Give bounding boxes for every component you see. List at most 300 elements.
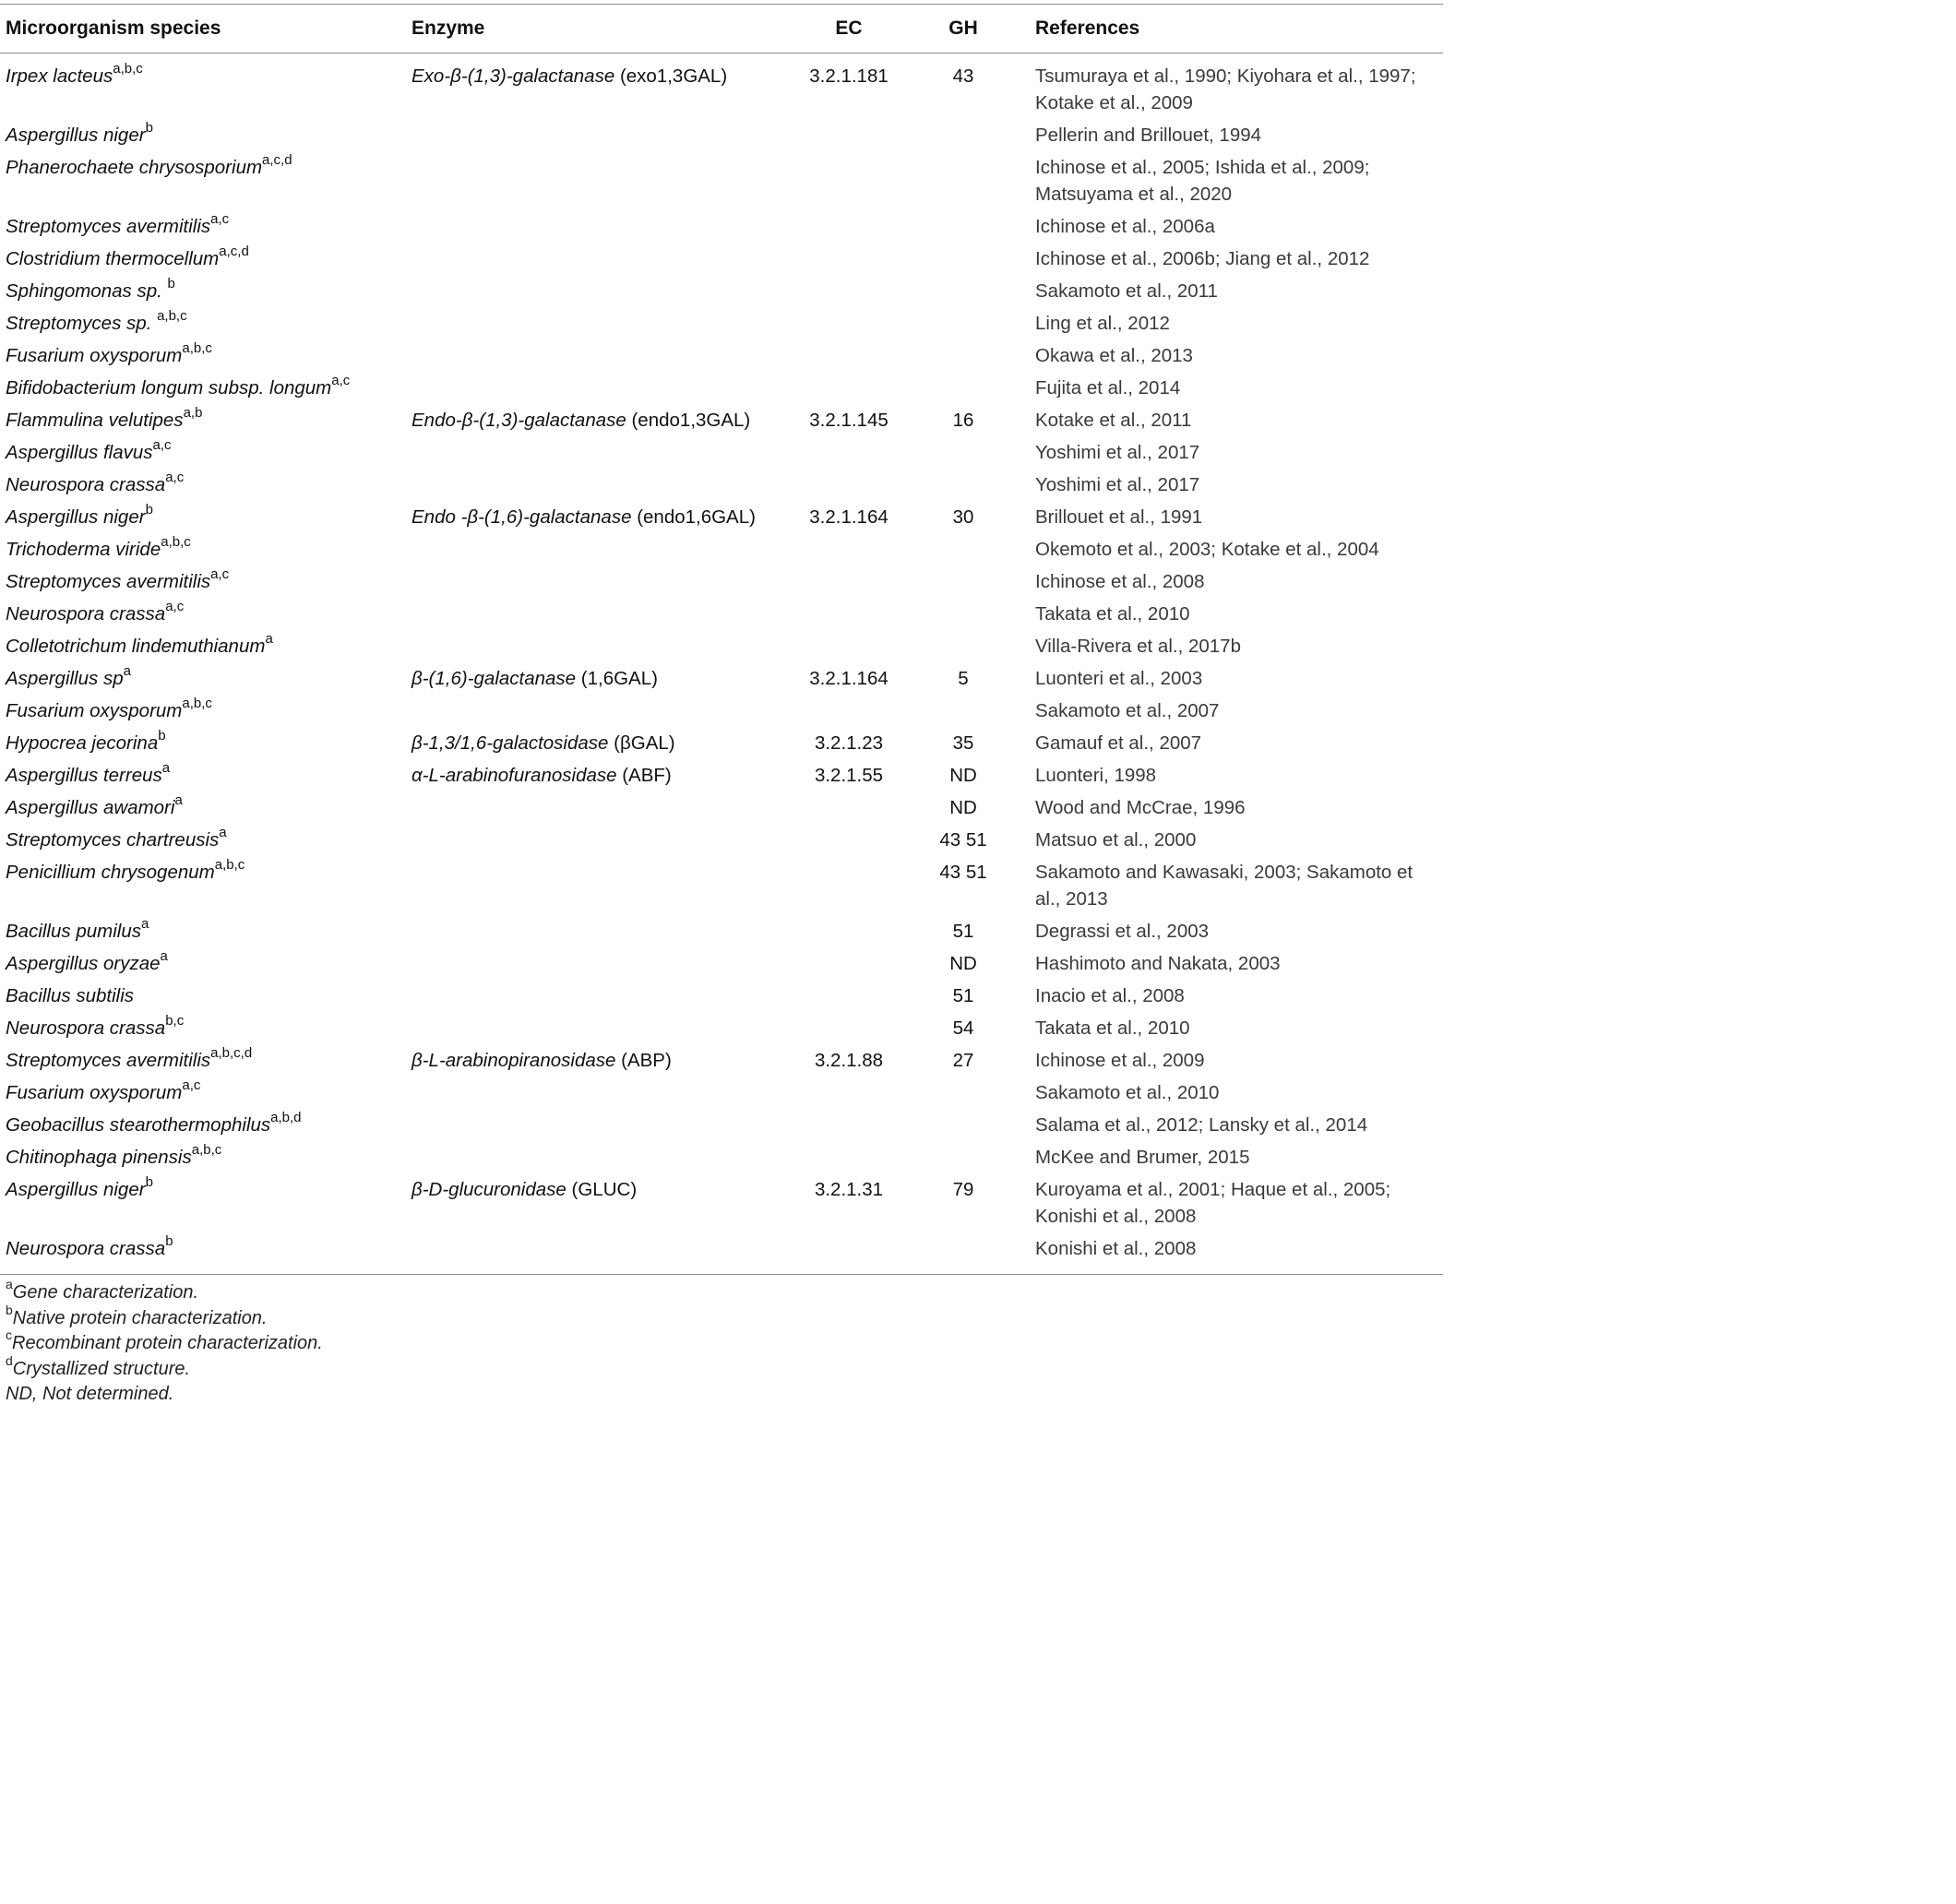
cell-gh	[906, 1138, 1020, 1171]
cell-ec	[792, 692, 906, 724]
footnotes	[6, 1277, 323, 1408]
cell-references: Okemoto et al., 2003; Kotake et al., 2004	[1035, 539, 1379, 560]
cell-species	[0, 1074, 406, 1106]
table-row	[0, 337, 1443, 369]
footnote-b-text: Native protein characterization.	[12, 1307, 268, 1328]
cell-species	[0, 1009, 406, 1041]
cell-enzyme	[406, 116, 792, 149]
header-enzyme: Enzyme	[411, 18, 485, 39]
cell-species	[0, 401, 406, 434]
species-name: Aspergillus terreus	[6, 765, 162, 786]
cell-references: Hashimoto and Nakata, 2003	[1035, 953, 1281, 974]
enzyme-name: β-D-glucuronidase	[411, 1179, 567, 1200]
cell-references: Salama et al., 2012; Lansky et al., 2014	[1035, 1114, 1368, 1136]
cell-enzyme	[406, 434, 792, 466]
enzyme-table	[0, 4, 1443, 1262]
species-name: Aspergillus oryzae	[6, 953, 161, 974]
enzyme-abbreviation: (endo1,6GAL)	[637, 506, 756, 528]
cell-enzyme	[406, 149, 792, 208]
cell-gh: 27	[952, 1050, 974, 1071]
cell-ec	[792, 116, 906, 149]
enzyme-abbreviation: (GLUC)	[571, 1179, 638, 1200]
table-row	[0, 530, 1443, 563]
species-footnote-marks: a,c	[331, 373, 351, 389]
species-footnote-marks: a,c	[165, 599, 185, 615]
cell-ec	[792, 466, 906, 498]
table-row	[0, 1106, 1443, 1138]
cell-ec	[792, 945, 906, 977]
table-row	[0, 1074, 1443, 1106]
table-row	[0, 498, 1443, 530]
species-name: Aspergillus niger	[6, 506, 146, 528]
species-footnote-marks: b	[145, 502, 153, 518]
enzyme-abbreviation: (βGAL)	[614, 732, 675, 754]
table-row	[0, 627, 1443, 660]
cell-species	[0, 1171, 406, 1230]
cell-references: Kuroyama et al., 2001; Haque et al., 2005; Konishi et al., 2008	[1035, 1179, 1391, 1227]
footnote-c-text: Recombinant protein characterization.	[12, 1333, 323, 1353]
species-footnote-marks: a,b,c	[157, 308, 187, 325]
species-footnote-marks: b	[165, 1233, 173, 1250]
cell-references: Kotake et al., 2011	[1035, 410, 1192, 431]
table-row	[0, 240, 1443, 272]
header-references: References	[1035, 18, 1140, 39]
species-footnote-marks: a,b,c	[113, 61, 143, 77]
cell-enzyme	[406, 821, 792, 853]
table-row	[0, 977, 1443, 1009]
cell-enzyme	[406, 1230, 792, 1262]
cell-enzyme	[406, 977, 792, 1009]
cell-references: Takata et al., 2010	[1035, 603, 1190, 625]
species-name: Streptomyces sp.	[6, 313, 158, 334]
footnote-a-text: Gene characterization.	[12, 1282, 199, 1303]
cell-gh: ND	[949, 797, 977, 818]
footnote-d-mark: d	[6, 1352, 13, 1368]
species-footnote-marks: a,c	[182, 1077, 201, 1094]
species-name: Irpex lacteus	[6, 65, 113, 87]
header-ec: EC	[835, 18, 863, 39]
cell-enzyme	[406, 945, 792, 977]
cell-gh: ND	[949, 765, 977, 786]
cell-gh	[906, 595, 1020, 627]
table-row	[0, 660, 1443, 692]
cell-enzyme	[406, 304, 792, 337]
cell-species	[0, 912, 406, 945]
cell-species	[0, 149, 406, 208]
cell-species	[0, 1041, 406, 1074]
species-name: Fusarium oxysporum	[6, 700, 183, 721]
species-name: Bacillus subtilis	[6, 985, 134, 1006]
cell-gh: 16	[952, 410, 974, 431]
cell-references: McKee and Brumer, 2015	[1035, 1147, 1250, 1168]
cell-references: Ling et al., 2012	[1035, 313, 1170, 334]
cell-references: Konishi et al., 2008	[1035, 1238, 1197, 1259]
species-footnote-marks: a	[219, 825, 227, 841]
cell-ec	[792, 853, 906, 912]
cell-enzyme	[406, 912, 792, 945]
cell-ec	[792, 1230, 906, 1262]
cell-species	[0, 304, 406, 337]
cell-ec	[792, 1106, 906, 1138]
enzyme-name: β-1,3/1,6-galactosidase	[411, 732, 609, 754]
cell-gh	[906, 530, 1020, 563]
species-name: Aspergillus niger	[6, 125, 146, 146]
table-row	[0, 1009, 1443, 1041]
cell-enzyme	[406, 1106, 792, 1138]
species-name: Neurospora crassa	[6, 474, 166, 495]
cell-ec	[792, 563, 906, 595]
table-bottom-rule	[0, 1274, 1443, 1275]
cell-species	[0, 54, 406, 117]
cell-species	[0, 434, 406, 466]
species-footnote-marks: a,b,c	[182, 340, 212, 357]
enzyme-name: Endo-β-(1,3)-galactanase	[411, 410, 626, 431]
species-footnote-marks: b	[167, 276, 175, 292]
table-row	[0, 1171, 1443, 1230]
species-footnote-marks: a,b	[183, 405, 203, 422]
cell-species	[0, 530, 406, 563]
cell-species	[0, 240, 406, 272]
enzyme-abbreviation: (ABP)	[621, 1050, 672, 1071]
species-footnote-marks: a	[160, 948, 168, 965]
table-row	[0, 692, 1443, 724]
cell-ec	[792, 272, 906, 304]
species-name: Neurospora crassa	[6, 1017, 166, 1039]
species-name: Streptomyces chartreusis	[6, 829, 220, 851]
species-name: Aspergillus awamori	[6, 797, 175, 818]
species-name: Clostridium thermocellum	[6, 248, 220, 269]
cell-references: Sakamoto and Kawasaki, 2003; Sakamoto et al., 2013	[1035, 862, 1413, 910]
cell-enzyme	[406, 756, 792, 789]
species-name: Aspergillus flavus	[6, 442, 153, 463]
table-row	[0, 466, 1443, 498]
table-row	[0, 1138, 1443, 1171]
species-name: Bacillus pumilus	[6, 921, 141, 942]
cell-references: Ichinose et al., 2006a	[1035, 216, 1215, 237]
cell-ec: 3.2.1.164	[809, 668, 889, 689]
cell-references: Villa-Rivera et al., 2017b	[1035, 636, 1241, 657]
cell-references: Sakamoto et al., 2011	[1035, 280, 1218, 302]
table-row	[0, 434, 1443, 466]
cell-species	[0, 853, 406, 912]
enzyme-name: Exo-β-(1,3)-galactanase	[411, 65, 615, 87]
species-name: Trichoderma viride	[6, 539, 161, 560]
footnote-nd: ND, Not determined.	[6, 1384, 174, 1404]
cell-enzyme	[406, 401, 792, 434]
enzyme-name: Endo -β-(1,6)-galactanase	[411, 506, 632, 528]
cell-gh: 5	[958, 668, 969, 689]
species-footnote-marks: a,c	[165, 470, 185, 486]
cell-enzyme	[406, 692, 792, 724]
cell-species	[0, 1106, 406, 1138]
cell-gh	[906, 304, 1020, 337]
species-name: Flammulina velutipes	[6, 410, 184, 431]
cell-species	[0, 627, 406, 660]
species-footnote-marks: b	[158, 728, 166, 744]
cell-enzyme	[406, 627, 792, 660]
species-name: Geobacillus stearothermophilus	[6, 1114, 271, 1136]
species-footnote-marks: a,b,c	[182, 696, 212, 712]
species-name: Neurospora crassa	[6, 1238, 166, 1259]
species-footnote-marks: a,c,d	[262, 152, 292, 169]
cell-ec	[792, 1138, 906, 1171]
cell-species	[0, 369, 406, 401]
footnote-b	[6, 1302, 323, 1332]
cell-ec	[792, 240, 906, 272]
table-row	[0, 912, 1443, 945]
species-name: Neurospora crassa	[6, 603, 166, 625]
cell-species	[0, 945, 406, 977]
species-footnote-marks: a	[174, 792, 183, 809]
species-name: Colletotrichum lindemuthianum	[6, 636, 266, 657]
footnote-c	[6, 1327, 323, 1357]
table-row	[0, 208, 1443, 240]
species-footnote-marks: a	[140, 916, 149, 933]
enzyme-table-container	[0, 4, 1447, 1262]
cell-enzyme	[406, 54, 792, 117]
cell-enzyme	[406, 337, 792, 369]
cell-references: Fujita et al., 2014	[1035, 377, 1181, 399]
cell-references: Sakamoto et al., 2010	[1035, 1082, 1220, 1103]
cell-ec: 3.2.1.181	[809, 65, 889, 87]
cell-gh: 79	[952, 1179, 974, 1200]
cell-enzyme	[406, 208, 792, 240]
cell-enzyme	[406, 272, 792, 304]
enzyme-name: β-L-arabinopiranosidase	[411, 1050, 616, 1071]
table-row	[0, 789, 1443, 821]
cell-species	[0, 208, 406, 240]
cell-ec	[792, 434, 906, 466]
cell-ec	[792, 821, 906, 853]
cell-enzyme	[406, 530, 792, 563]
cell-references: Okawa et al., 2013	[1035, 345, 1193, 366]
species-footnote-marks: a,b,c,d	[210, 1045, 253, 1062]
species-footnote-marks: b	[145, 1174, 153, 1191]
cell-references: Luonteri et al., 2003	[1035, 668, 1203, 689]
footnote-c-mark: c	[6, 1327, 12, 1343]
cell-gh: 51	[952, 985, 974, 1006]
cell-gh	[906, 369, 1020, 401]
cell-enzyme	[406, 1041, 792, 1074]
cell-ec: 3.2.1.164	[809, 506, 889, 528]
cell-gh	[906, 272, 1020, 304]
species-name: Streptomyces avermitilis	[6, 571, 211, 592]
cell-references: Matsuo et al., 2000	[1035, 829, 1197, 851]
species-footnote-marks: a,b,c	[191, 1142, 222, 1159]
species-name: Penicillium chrysogenum	[6, 862, 215, 883]
cell-species	[0, 498, 406, 530]
table-row	[0, 756, 1443, 789]
table-row	[0, 272, 1443, 304]
cell-gh	[906, 1106, 1020, 1138]
footnote-a-mark: a	[6, 1277, 13, 1292]
cell-ec: 3.2.1.88	[814, 1050, 884, 1071]
cell-gh	[906, 627, 1020, 660]
cell-gh	[906, 116, 1020, 149]
cell-species	[0, 977, 406, 1009]
footnote-b-mark: b	[6, 1302, 13, 1317]
enzyme-abbreviation: (1,6GAL)	[580, 668, 658, 689]
cell-gh	[906, 563, 1020, 595]
cell-ec: 3.2.1.55	[814, 765, 884, 786]
cell-ec	[792, 530, 906, 563]
cell-gh	[906, 337, 1020, 369]
table-row	[0, 54, 1443, 117]
cell-references: Yoshimi et al., 2017	[1035, 442, 1200, 463]
footnote-d	[6, 1352, 323, 1383]
cell-ec	[792, 337, 906, 369]
table-header	[0, 5, 1443, 54]
cell-gh	[906, 466, 1020, 498]
cell-ec	[792, 149, 906, 208]
cell-gh	[906, 149, 1020, 208]
cell-species	[0, 1138, 406, 1171]
species-footnote-marks: a,c,d	[219, 244, 249, 260]
table-row	[0, 304, 1443, 337]
header-species: Microorganism species	[6, 18, 221, 39]
table-row	[0, 595, 1443, 627]
cell-species	[0, 789, 406, 821]
cell-species	[0, 724, 406, 756]
table-row	[0, 724, 1443, 756]
cell-ec	[792, 304, 906, 337]
cell-references: Gamauf et al., 2007	[1035, 732, 1202, 754]
species-footnote-marks: a,b,c	[214, 857, 245, 874]
cell-ec: 3.2.1.145	[809, 410, 889, 431]
enzyme-name: α-L-arabinofuranosidase	[411, 765, 617, 786]
species-footnote-marks: a	[161, 760, 171, 777]
cell-enzyme	[406, 240, 792, 272]
cell-species	[0, 692, 406, 724]
cell-gh	[906, 208, 1020, 240]
cell-gh	[906, 1230, 1020, 1262]
cell-gh: 43 51	[939, 829, 987, 851]
species-name: Aspergillus sp	[6, 668, 124, 689]
header-row	[0, 5, 1443, 54]
cell-species	[0, 1230, 406, 1262]
cell-references: Tsumuraya et al., 1990; Kiyohara et al., 1997; Kotake et al., 2009	[1035, 65, 1416, 113]
cell-ec	[792, 977, 906, 1009]
footnote-a	[6, 1277, 323, 1306]
table-row	[0, 401, 1443, 434]
cell-references: Luonteri, 1998	[1035, 765, 1157, 786]
species-footnote-marks: a	[123, 663, 131, 680]
table-row	[0, 853, 1443, 912]
species-name: Aspergillus niger	[6, 1179, 146, 1200]
table-row	[0, 149, 1443, 208]
species-footnote-marks: b	[145, 120, 153, 137]
species-footnote-marks: a,b,c	[161, 534, 191, 551]
cell-references: Inacio et al., 2008	[1035, 985, 1185, 1006]
cell-gh	[906, 1074, 1020, 1106]
cell-enzyme	[406, 853, 792, 912]
species-footnote-marks: a,c	[210, 211, 230, 228]
cell-references: Brillouet et al., 1991	[1035, 506, 1203, 528]
species-name: Streptomyces avermitilis	[6, 216, 211, 237]
species-footnote-marks: b,c	[165, 1013, 185, 1029]
cell-references: Ichinose et al., 2008	[1035, 571, 1205, 592]
cell-enzyme	[406, 498, 792, 530]
species-name: Fusarium oxysporum	[6, 1082, 183, 1103]
species-name: Chitinophaga pinensis	[6, 1147, 192, 1168]
cell-gh	[906, 434, 1020, 466]
cell-species	[0, 660, 406, 692]
cell-ec	[792, 1074, 906, 1106]
cell-species	[0, 756, 406, 789]
cell-enzyme	[406, 660, 792, 692]
table-row	[0, 1230, 1443, 1262]
cell-gh: ND	[949, 953, 977, 974]
cell-enzyme	[406, 1009, 792, 1041]
cell-references: Ichinose et al., 2006b; Jiang et al., 2012	[1035, 248, 1370, 269]
species-footnote-marks: a	[265, 631, 273, 648]
species-name: Streptomyces avermitilis	[6, 1050, 211, 1071]
table-row	[0, 116, 1443, 149]
table-row	[0, 945, 1443, 977]
cell-ec	[792, 595, 906, 627]
cell-species	[0, 563, 406, 595]
cell-enzyme	[406, 1074, 792, 1106]
enzyme-name: β-(1,6)-galactanase	[411, 668, 577, 689]
cell-ec: 3.2.1.23	[814, 732, 884, 754]
cell-ec	[792, 789, 906, 821]
header-gh: GH	[948, 18, 978, 39]
cell-enzyme	[406, 1138, 792, 1171]
cell-species	[0, 595, 406, 627]
cell-references: Takata et al., 2010	[1035, 1017, 1190, 1039]
cell-enzyme	[406, 563, 792, 595]
cell-ec	[792, 208, 906, 240]
enzyme-abbreviation: (endo1,3GAL)	[631, 410, 751, 431]
footnote-d-text: Crystallized structure.	[12, 1358, 191, 1379]
species-name: Bifidobacterium longum subsp. longum	[6, 377, 332, 399]
cell-enzyme	[406, 1171, 792, 1230]
enzyme-abbreviation: (ABF)	[622, 765, 672, 786]
cell-ec: 3.2.1.31	[814, 1179, 884, 1200]
cell-gh: 43	[952, 65, 974, 87]
cell-gh	[906, 240, 1020, 272]
species-footnote-marks: a,b,d	[270, 1110, 302, 1126]
cell-species	[0, 466, 406, 498]
species-name: Phanerochaete chrysosporium	[6, 157, 263, 178]
cell-gh: 30	[952, 506, 974, 528]
cell-enzyme	[406, 369, 792, 401]
cell-references: Sakamoto et al., 2007	[1035, 700, 1220, 721]
cell-ec	[792, 912, 906, 945]
species-name: Fusarium oxysporum	[6, 345, 183, 366]
species-name: Hypocrea jecorina	[6, 732, 159, 754]
table-row	[0, 369, 1443, 401]
cell-references: Ichinose et al., 2005; Ishida et al., 2009; Matsuyama et al., 2020	[1035, 157, 1370, 205]
cell-references: Yoshimi et al., 2017	[1035, 474, 1200, 495]
cell-ec	[792, 1009, 906, 1041]
table-row	[0, 563, 1443, 595]
table-row	[0, 821, 1443, 853]
cell-references: Wood and McCrae, 1996	[1035, 797, 1246, 818]
species-name: Sphingomonas sp.	[6, 280, 168, 302]
species-footnote-marks: a,c	[210, 566, 230, 583]
cell-enzyme	[406, 595, 792, 627]
table-body	[0, 54, 1443, 1263]
cell-references: Pellerin and Brillouet, 1994	[1035, 125, 1262, 146]
cell-gh: 51	[952, 921, 974, 942]
cell-ec	[792, 369, 906, 401]
species-footnote-marks: a,c	[152, 437, 172, 454]
enzyme-abbreviation: (exo1,3GAL)	[619, 65, 728, 87]
cell-species	[0, 116, 406, 149]
cell-species	[0, 337, 406, 369]
cell-gh	[906, 692, 1020, 724]
